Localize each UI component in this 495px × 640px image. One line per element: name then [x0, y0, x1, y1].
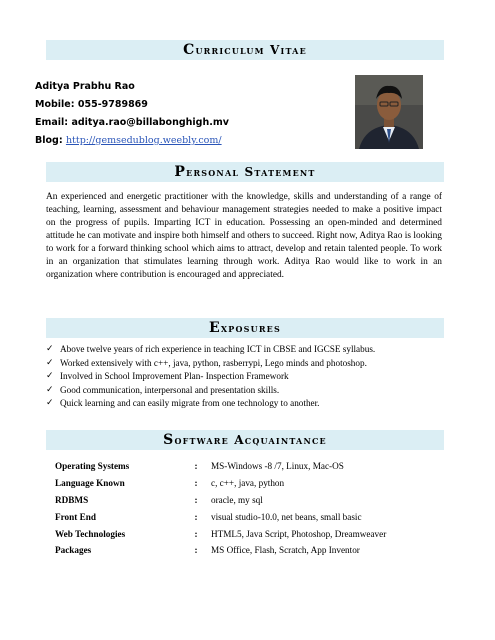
profile-photo: [355, 75, 423, 149]
check-icon: ✓: [46, 344, 54, 354]
personal-statement-band: [46, 162, 444, 182]
software-band: [46, 430, 444, 450]
software-title: Software Acquaintance: [163, 432, 327, 448]
table-row: RDBMS : oracle, my sql: [55, 494, 263, 505]
blog-line: [35, 135, 222, 146]
list-item: ✓ Involved in School Improvement Plan- Inspection Framework: [46, 370, 444, 384]
cv-title-band: [46, 40, 444, 60]
email-line: [35, 117, 229, 128]
table-row: Language Known : c, c++, java, python: [55, 478, 285, 489]
personal-statement-text: An experienced and energetic practitioner with the knowledge, skills and understanding of a range of teaching, learning, assessment and behaviour management strategies needed to make a positive impact on the progress of pupils. Imparting ICT in education. Possessing an open-minded and determined attitude he can motivate and inspire both himself and others to succeed. Right now, Aditya Rao is looking to work for a forward thinking school which aims to attract, develop and retain talented people. To work in an organization that stimulates learning through work. Aditya Rao would like to work in an organization where contribution is encouraged and appreciated.: [46, 192, 442, 280]
blog-label: Blog:: [35, 135, 63, 146]
list-item: ✓ Above twelve years of rich experience in teaching ICT in CBSE and IGCSE syllabus.: [46, 343, 444, 357]
check-icon: ✓: [46, 398, 54, 408]
cv-title: Curriculum Vitae: [183, 42, 307, 58]
email-value: aditya.rao@billabonghigh.mv: [71, 117, 229, 128]
mobile-label: Mobile:: [35, 99, 75, 110]
exposures-list: [46, 343, 444, 411]
table-row: Packages : MS Office, Flash, Scratch, App Inventor: [55, 545, 360, 556]
check-icon: ✓: [46, 371, 54, 381]
email-label: Email:: [35, 117, 69, 128]
check-icon: ✓: [46, 384, 54, 395]
table-row: Front End : visual studio-10.0, net beans, small basic: [55, 511, 362, 522]
list-item: ✓ Quick learning and can easily migrate from one technology to another.: [46, 397, 444, 411]
software-table: [55, 458, 435, 559]
exposures-title: Exposures: [209, 320, 281, 336]
table-row: Operating Systems : MS-Windows -8 /7, Linux, Mac-OS: [55, 461, 344, 472]
list-item: ✓ Good communication, interpersonal and presentation skills.: [46, 384, 444, 398]
exposures-band: [46, 318, 444, 338]
mobile-value: 055-9789869: [77, 99, 148, 110]
list-item: ✓ Worked extensively with c++, java, python, rasberrypi, Lego minds and photoshop.: [46, 357, 444, 371]
mobile-line: [35, 99, 148, 110]
blog-link[interactable]: http://gemsedublog.weebly.com/: [65, 135, 222, 146]
candidate-name: Aditya Prabhu Rao: [35, 81, 135, 92]
table-row: Web Technologies : HTML5, Java Script, Photoshop, Dreamweaver: [55, 528, 387, 539]
personal-statement-title: Personal Statement: [174, 164, 316, 180]
check-icon: ✓: [46, 357, 54, 368]
